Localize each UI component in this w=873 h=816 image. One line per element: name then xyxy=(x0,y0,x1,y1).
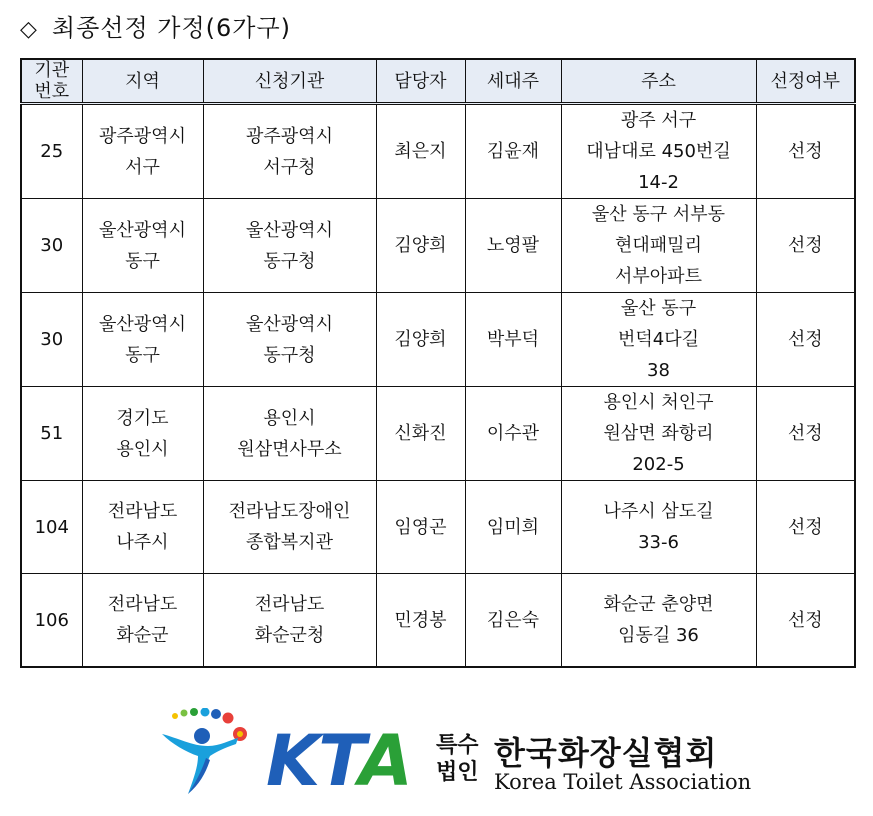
column-header xyxy=(203,59,376,104)
cell-address xyxy=(561,574,756,668)
table-row xyxy=(21,387,855,481)
cell-householder xyxy=(465,387,561,481)
kta-letter-t: T xyxy=(318,720,359,802)
cell-status xyxy=(756,387,855,481)
column-header xyxy=(376,59,465,104)
cell-region-text: 전라남도 xyxy=(107,594,178,615)
table-row xyxy=(21,104,855,199)
cell-no xyxy=(21,104,82,199)
cell-address-text: 서부아파트 xyxy=(615,266,702,287)
cell-address-text: 광주 서구 xyxy=(620,110,697,131)
cell-status-text: 선정 xyxy=(787,235,823,256)
cell-address-text: 나주시 삼도길 xyxy=(603,501,714,522)
cell-no xyxy=(21,481,82,574)
cell-region-text: 동구 xyxy=(125,250,160,272)
cell-manager xyxy=(376,293,465,387)
cell-agency xyxy=(203,293,376,387)
cell-householder-text: 박부덕 xyxy=(486,329,540,350)
cell-address-text: 화순군 춘양면 xyxy=(603,594,714,615)
cell-status-text: 선정 xyxy=(787,609,823,631)
selection-table xyxy=(20,58,856,668)
cell-manager xyxy=(376,481,465,574)
diamond-icon: ◇ xyxy=(20,17,38,42)
cell-householder xyxy=(465,574,561,668)
cell-manager-text: 최은지 xyxy=(394,141,447,162)
cell-region xyxy=(82,104,203,199)
column-header-text: 기관 xyxy=(34,60,70,81)
kta-logo xyxy=(158,708,752,802)
cell-householder-text: 임미희 xyxy=(486,516,540,538)
cell-status xyxy=(756,104,855,199)
cell-householder-text: 김은숙 xyxy=(486,609,540,631)
tag-line-1: 특수 xyxy=(436,733,479,758)
cell-householder-text: 이수관 xyxy=(486,423,540,444)
column-header-text: 신청기관 xyxy=(254,70,325,92)
table-row xyxy=(21,574,855,668)
column-header-text: 번호 xyxy=(34,81,70,102)
cell-manager-text: 임영곤 xyxy=(394,516,447,538)
cell-manager-text: 민경봉 xyxy=(394,609,447,631)
cell-region-text: 울산광역시 xyxy=(99,313,186,335)
kta-letter-k: K xyxy=(266,720,319,802)
cell-status-text: 선정 xyxy=(787,423,823,444)
column-header xyxy=(465,59,561,104)
cell-address-text: 용인시 처인구 xyxy=(603,392,714,413)
cell-agency-text: 서구청 xyxy=(263,156,316,178)
cell-agency-text: 광주광역시 xyxy=(246,125,333,147)
cell-agency-text: 울산광역시 xyxy=(246,313,333,335)
page-title-text: 최종선정 가정(6가구) xyxy=(51,14,292,42)
cell-status-text: 선정 xyxy=(787,516,823,538)
page-title xyxy=(20,8,291,43)
cell-agency xyxy=(203,104,376,199)
table-header-row xyxy=(21,59,855,104)
cell-manager xyxy=(376,199,465,293)
cell-agency xyxy=(203,387,376,481)
cell-address-text: 현대패밀리 xyxy=(615,235,702,256)
cell-agency-text: 종합복지관 xyxy=(246,532,333,553)
column-header-text: 세대주 xyxy=(486,70,540,92)
cell-region-text: 나주시 xyxy=(116,532,169,553)
cell-region-text: 전라남도 xyxy=(107,501,178,522)
cell-region-text: 동구 xyxy=(125,344,160,366)
cell-agency-text: 전라남도장애인 xyxy=(228,501,351,522)
cell-address xyxy=(561,481,756,574)
cell-householder-text: 김윤재 xyxy=(486,141,540,162)
cell-region-text: 서구 xyxy=(125,156,160,178)
cell-manager xyxy=(376,387,465,481)
cell-householder-text: 노영팔 xyxy=(486,235,540,256)
cell-manager-text: 김양희 xyxy=(394,235,447,256)
table-row xyxy=(21,293,855,387)
cell-region xyxy=(82,199,203,293)
cell-status-text: 선정 xyxy=(787,141,823,162)
cell-no-text: 30 xyxy=(40,235,64,256)
org-name-korean: 한국화장실협회 xyxy=(494,734,718,772)
cell-address-text: 202-5 xyxy=(632,454,685,475)
cell-address xyxy=(561,387,756,481)
column-header xyxy=(82,59,203,104)
tag-line-2: 법인 xyxy=(436,760,479,785)
cell-address-text: 14-2 xyxy=(638,172,679,193)
cell-agency-text: 화순군청 xyxy=(254,625,325,646)
cell-status-text: 선정 xyxy=(787,329,823,350)
column-header-text: 주소 xyxy=(641,70,676,92)
cell-status xyxy=(756,574,855,668)
kta-wordmark xyxy=(266,720,411,802)
cell-agency-text: 전라남도 xyxy=(254,594,325,615)
cell-address xyxy=(561,293,756,387)
cell-region-text: 경기도 xyxy=(116,407,169,429)
kta-letter-a: A xyxy=(358,720,411,802)
table-row xyxy=(21,199,855,293)
cell-region-text: 화순군 xyxy=(116,625,169,646)
cell-householder xyxy=(465,481,561,574)
cell-region-text: 용인시 xyxy=(116,438,169,460)
cell-address-text: 울산 동구 서부동 xyxy=(591,204,726,225)
org-name-english: Korea Toilet Association xyxy=(494,770,752,794)
column-header xyxy=(756,59,855,104)
cell-region xyxy=(82,574,203,668)
cell-agency xyxy=(203,574,376,668)
cell-region xyxy=(82,481,203,574)
cell-no xyxy=(21,199,82,293)
cell-address-text: 대남대로 450번길 xyxy=(586,141,731,162)
cell-region-text: 울산광역시 xyxy=(99,219,186,241)
column-header-text: 지역 xyxy=(125,70,160,92)
cell-no xyxy=(21,293,82,387)
cell-no-text: 104 xyxy=(34,516,69,538)
cell-region xyxy=(82,293,203,387)
cell-householder xyxy=(465,199,561,293)
cell-address xyxy=(561,104,756,199)
cell-no-text: 30 xyxy=(40,329,64,350)
cell-agency xyxy=(203,481,376,574)
cell-region xyxy=(82,387,203,481)
cell-agency xyxy=(203,199,376,293)
kta-mascot-icon xyxy=(158,708,258,800)
cell-no-text: 106 xyxy=(34,609,69,631)
cell-agency-text: 울산광역시 xyxy=(246,219,333,241)
cell-address-text: 원삼면 좌항리 xyxy=(603,423,714,444)
cell-address xyxy=(561,199,756,293)
cell-manager xyxy=(376,104,465,199)
cell-agency-text: 동구청 xyxy=(263,250,316,272)
cell-no-text: 51 xyxy=(40,423,64,444)
cell-no xyxy=(21,574,82,668)
cell-agency-text: 원삼면사무소 xyxy=(237,438,342,460)
cell-manager xyxy=(376,574,465,668)
corporation-tag xyxy=(436,732,479,786)
cell-manager-text: 김양희 xyxy=(394,329,447,350)
column-header xyxy=(21,59,82,104)
table-body xyxy=(21,104,855,668)
cell-address-text: 38 xyxy=(647,360,670,381)
cell-no xyxy=(21,387,82,481)
cell-agency-text: 용인시 xyxy=(263,407,316,429)
cell-address-text: 33-6 xyxy=(638,532,679,553)
cell-address-text: 울산 동구 xyxy=(620,298,697,319)
cell-address-text: 임동길 36 xyxy=(618,625,699,646)
cell-status xyxy=(756,293,855,387)
cell-status xyxy=(756,481,855,574)
cell-householder xyxy=(465,104,561,199)
cell-no-text: 25 xyxy=(40,141,64,162)
column-header xyxy=(561,59,756,104)
cell-address-text: 번덕4다길 xyxy=(617,329,699,350)
cell-householder xyxy=(465,293,561,387)
cell-agency-text: 동구청 xyxy=(263,344,316,366)
cell-region-text: 광주광역시 xyxy=(99,125,186,147)
table-row xyxy=(21,481,855,574)
cell-manager-text: 신화진 xyxy=(394,423,447,444)
cell-status xyxy=(756,199,855,293)
column-header-text: 담당자 xyxy=(394,70,447,92)
column-header-text: 선정여부 xyxy=(770,70,841,92)
